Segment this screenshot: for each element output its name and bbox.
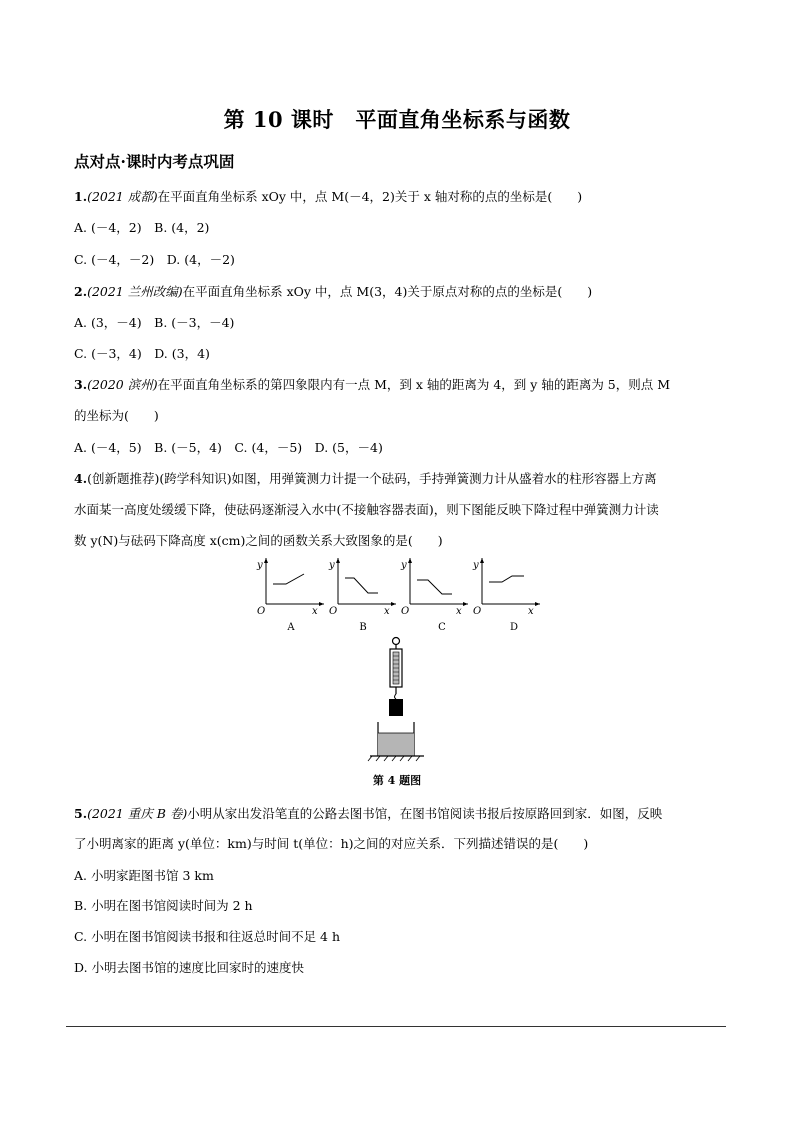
question-number: 5.: [74, 806, 88, 821]
x-axis-label: x: [528, 606, 534, 617]
question-2-options-ab: A. (3，－4) B. (－3，－4): [74, 315, 235, 330]
question-3-stem: [74, 375, 670, 393]
question-source: (2021 重庆 B 卷): [87, 806, 188, 821]
question-5-option-d: D. 小明去图书馆的速度比回家时的速度快: [74, 960, 305, 975]
question-number: 4.: [74, 471, 88, 486]
question-text: 在平面直角坐标系 xOy 中，点 M(－4，2)关于 x 轴对称的点的坐标是( ): [157, 189, 583, 204]
graph-a-curve: [273, 574, 304, 584]
question-number: 2.: [74, 284, 88, 299]
footer-divider: [66, 1026, 726, 1027]
y-axis-label: y: [329, 560, 335, 571]
origin-label: O: [401, 606, 410, 617]
origin-label: O: [257, 606, 266, 617]
question-5-stem: [74, 804, 662, 822]
graph-c: [392, 556, 470, 636]
graph-d: [464, 556, 542, 636]
graph-b-curve: [345, 578, 378, 593]
graph-d-curve: [489, 576, 524, 582]
question-text: (创新题推荐)(跨学科知识)如图，用弹簧测力计提一个砝码，手持弹簧测力计从盛着水的柱形容器上方离: [87, 471, 657, 486]
section-heading: 点对点·课时内考点巩固: [74, 152, 235, 171]
question-text: 在平面直角坐标系的第四象限内有一点 M，到 x 轴的距离为 4，到 y 轴的距离为 5，则点 M: [157, 377, 671, 392]
question-5-stem-cont: 了小明离家的距离 y(单位：km)与时间 t(单位：h)之间的对应关系．下列描述错误的是( ): [74, 836, 589, 851]
question-3-options: A. (－4，5) B. (－5，4) C. (4，－5) D. (5，－4): [74, 440, 383, 455]
question-4-stem-cont2: 数 y(N)与砝码下降高度 x(cm)之间的函数关系大致图象的是( ): [74, 533, 443, 548]
question-5-option-c: C. 小明在图书馆阅读书报和往返总时间不足 4 h: [74, 929, 341, 944]
figure-caption: 第 4 题图: [372, 774, 422, 787]
x-axis-label: x: [312, 606, 318, 617]
origin-label: O: [473, 606, 482, 617]
question-source: (2020 滨州): [87, 377, 158, 392]
question-1-stem: [74, 187, 582, 205]
origin-label: O: [329, 606, 338, 617]
graph-d-label: D: [509, 622, 519, 633]
graph-b: [320, 556, 398, 636]
question-2-options-cd: C. (－3，4) D. (3，4): [74, 346, 210, 361]
question-number: 3.: [74, 377, 88, 392]
question-2-stem: [74, 282, 592, 300]
question-source: (2021 兰州改编): [87, 284, 183, 299]
question-text: 小明从家出发沿笔直的公路去图书馆，在图书馆阅读书报后按原路回到家．如图，反映: [187, 806, 663, 821]
spring-scale-figure: [360, 636, 440, 766]
question-3-stem-cont: 的坐标为( ): [74, 408, 159, 423]
question-4-stem: [74, 469, 657, 487]
x-axis-label: x: [384, 606, 390, 617]
x-axis-label: x: [456, 606, 462, 617]
question-4-stem-cont: 水面某一高度处缓缓下降，使砝码逐渐浸入水中(不接触容器表面)，则下图能反映下降过程中弹簧测力计读: [74, 502, 659, 517]
y-axis-label: y: [401, 560, 407, 571]
page-title: 第 10 课时 平面直角坐标系与函数: [223, 107, 571, 132]
graph-a-label: A: [287, 622, 295, 633]
y-axis-label: y: [257, 560, 263, 571]
question-5-option-a: A. 小明家距图书馆 3 km: [74, 868, 214, 883]
graph-c-curve: [417, 580, 452, 594]
question-number: 1.: [74, 189, 88, 204]
graph-b-label: B: [359, 622, 367, 633]
graph-c-label: C: [438, 622, 446, 633]
question-1-options-ab: A. (－4，2) B. (4，2): [74, 220, 210, 235]
y-axis-label: y: [473, 560, 479, 571]
graph-a: [248, 556, 326, 636]
question-1-options-cd: C. (－4，－2) D. (4，－2): [74, 252, 235, 267]
question-text: 在平面直角坐标系 xOy 中，点 M(3，4)关于原点对称的点的坐标是( ): [182, 284, 593, 299]
question-5-option-b: B. 小明在图书馆阅读时间为 2 h: [74, 898, 253, 913]
question-source: (2021 成都): [87, 189, 158, 204]
